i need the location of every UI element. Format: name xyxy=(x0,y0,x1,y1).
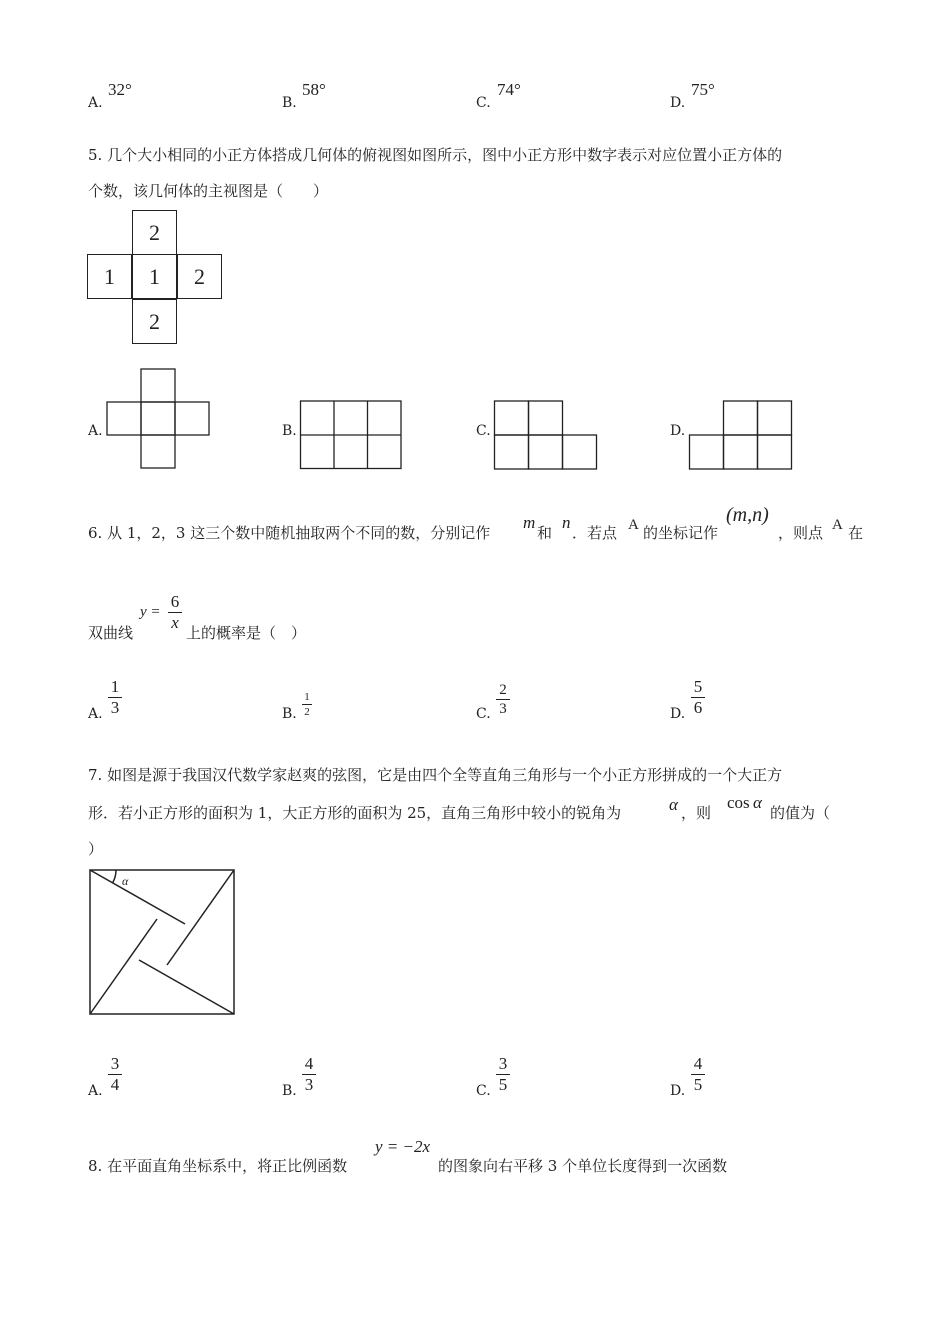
q4-option-b-label: B. xyxy=(282,95,297,111)
q6-stem-part2: ．若点 xyxy=(572,524,618,542)
q6-option-b-den: 2 xyxy=(304,706,310,718)
q4-option-b-value: 58° xyxy=(302,80,326,99)
q6-y-eq: y = xyxy=(140,604,161,620)
q7-option-c-fraction xyxy=(496,1055,510,1094)
q7-option-d-fraction xyxy=(691,1055,705,1094)
q5-option-a-label: A. xyxy=(88,423,103,439)
q5-option-b-label: B. xyxy=(282,423,297,439)
q6-option-b-fraction xyxy=(302,691,312,718)
q5-option-d-label: D. xyxy=(670,423,686,439)
grid-cell-top: 2 xyxy=(132,210,177,255)
q7-option-c-label: C. xyxy=(476,1083,491,1099)
q7-option-d-label: D. xyxy=(670,1083,686,1099)
q7-option-b-fraction xyxy=(302,1055,316,1094)
q7-stem-line2a: 形．若小正方形的面积为 1，大正方形的面积为 25，直角三角形中较小的锐角为 xyxy=(88,804,622,822)
q6-option-b-num: 1 xyxy=(304,691,310,703)
q7-option-b-den: 3 xyxy=(304,1075,314,1094)
q5-option-c-figure xyxy=(493,400,599,470)
q7-option-c-den: 5 xyxy=(498,1075,508,1094)
q6-option-c-fraction xyxy=(496,682,510,717)
q6-option-a-fraction xyxy=(108,678,122,717)
q7-option-a-fraction xyxy=(108,1055,122,1094)
q4-option-a-label: A. xyxy=(88,95,103,111)
q6-fn-numerator: 6 xyxy=(170,592,180,611)
q6-option-d-fraction xyxy=(691,678,705,717)
q6-line2-pre: 双曲线 xyxy=(88,624,134,642)
q6-option-c-label: C. xyxy=(476,706,491,722)
grid-cell-left: 1 xyxy=(87,254,132,299)
q7-option-a-label: A. xyxy=(88,1083,103,1099)
grid-cell-right: 2 xyxy=(177,254,222,299)
q6-option-a-num: 1 xyxy=(110,677,120,696)
q4-option-c-value: 74° xyxy=(497,80,521,99)
q7-option-d-den: 5 xyxy=(693,1075,703,1094)
q6-option-c-num: 2 xyxy=(499,682,507,698)
q7-figure-alpha: α xyxy=(122,874,129,888)
q7-stem-line2b: ，则 xyxy=(681,804,712,822)
q5-option-b-figure xyxy=(299,400,403,470)
q6-option-c-den: 3 xyxy=(499,701,507,717)
q6-coord: (m,n) xyxy=(726,504,769,526)
q6-fn-denominator: x xyxy=(171,613,179,632)
q4-option-a-value: 32° xyxy=(108,80,132,99)
q5-stem-line2: 个数，该几何体的主视图是（ ） xyxy=(88,182,329,200)
q8-function: y = −2x xyxy=(375,1137,431,1156)
q5-stem-line1: 5. 几个大小相同的小正方体搭成几何体的俯视图如图所示，图中小正方形中数字表示对应位置小正方体的 xyxy=(88,146,783,164)
q6-var-m: m xyxy=(523,513,536,532)
q6-stem-part4: ，则点 xyxy=(778,524,824,542)
q7-zhaoshuang-figure xyxy=(88,868,238,1018)
q8-stem-part1: 8. 在平面直角坐标系中，将正比例函数 xyxy=(88,1157,348,1175)
q5-option-a-figure xyxy=(105,368,211,470)
q4-option-d-label: D. xyxy=(670,95,686,111)
q5-option-d-figure xyxy=(688,400,796,470)
q6-stem-and: 和 xyxy=(537,524,553,542)
q6-option-b-label: B. xyxy=(282,706,297,722)
q6-stem-part5: 在 xyxy=(848,524,864,542)
q7-alpha-2: α xyxy=(753,793,762,812)
q7-option-d-num: 4 xyxy=(693,1054,703,1073)
q4-option-c-label: C. xyxy=(476,95,491,111)
q5-option-c-label: C. xyxy=(476,423,491,439)
q7-option-b-num: 4 xyxy=(304,1054,314,1073)
q6-stem-part1: 6. 从 1，2，3 这三个数中随机抽取两个不同的数，分别记作 xyxy=(88,524,491,542)
grid-cell-bottom: 2 xyxy=(132,299,177,344)
q7-stem-line1: 7. 如图是源于我国汉代数学家赵爽的弦图，它是由四个全等直角三角形与一个小正方形拼成的一个大正方 xyxy=(88,766,783,784)
q7-alpha: α xyxy=(669,795,678,814)
q6-point-a: A xyxy=(628,517,639,533)
q4-option-d-value: 75° xyxy=(691,80,715,99)
grid-cell-center: 1 xyxy=(132,254,177,299)
q6-option-d-label: D. xyxy=(670,706,686,722)
q6-option-a-label: A. xyxy=(88,706,103,722)
q7-option-a-den: 4 xyxy=(110,1075,120,1094)
q6-option-d-den: 6 xyxy=(693,698,703,717)
q7-option-a-num: 3 xyxy=(110,1054,120,1073)
q6-stem-part3: 的坐标记作 xyxy=(643,524,719,542)
q6-option-a-den: 3 xyxy=(110,698,120,717)
q7-stem-line2c: 的值为（ xyxy=(770,804,831,822)
q6-hyperbola-fraction xyxy=(168,593,182,632)
q7-stem-line3: ） xyxy=(88,840,104,858)
q7-option-b-label: B. xyxy=(282,1083,297,1099)
q7-option-c-num: 3 xyxy=(498,1054,508,1073)
q6-option-d-num: 5 xyxy=(693,677,703,696)
q7-cos: cos xyxy=(727,793,750,812)
q6-line2-post: 上的概率是（ ） xyxy=(186,624,307,642)
q6-var-n: n xyxy=(562,513,571,532)
q8-stem-part2: 的图象向右平移 3 个单位长度得到一次函数 xyxy=(438,1157,728,1175)
q6-point-a-2: A xyxy=(832,517,843,533)
